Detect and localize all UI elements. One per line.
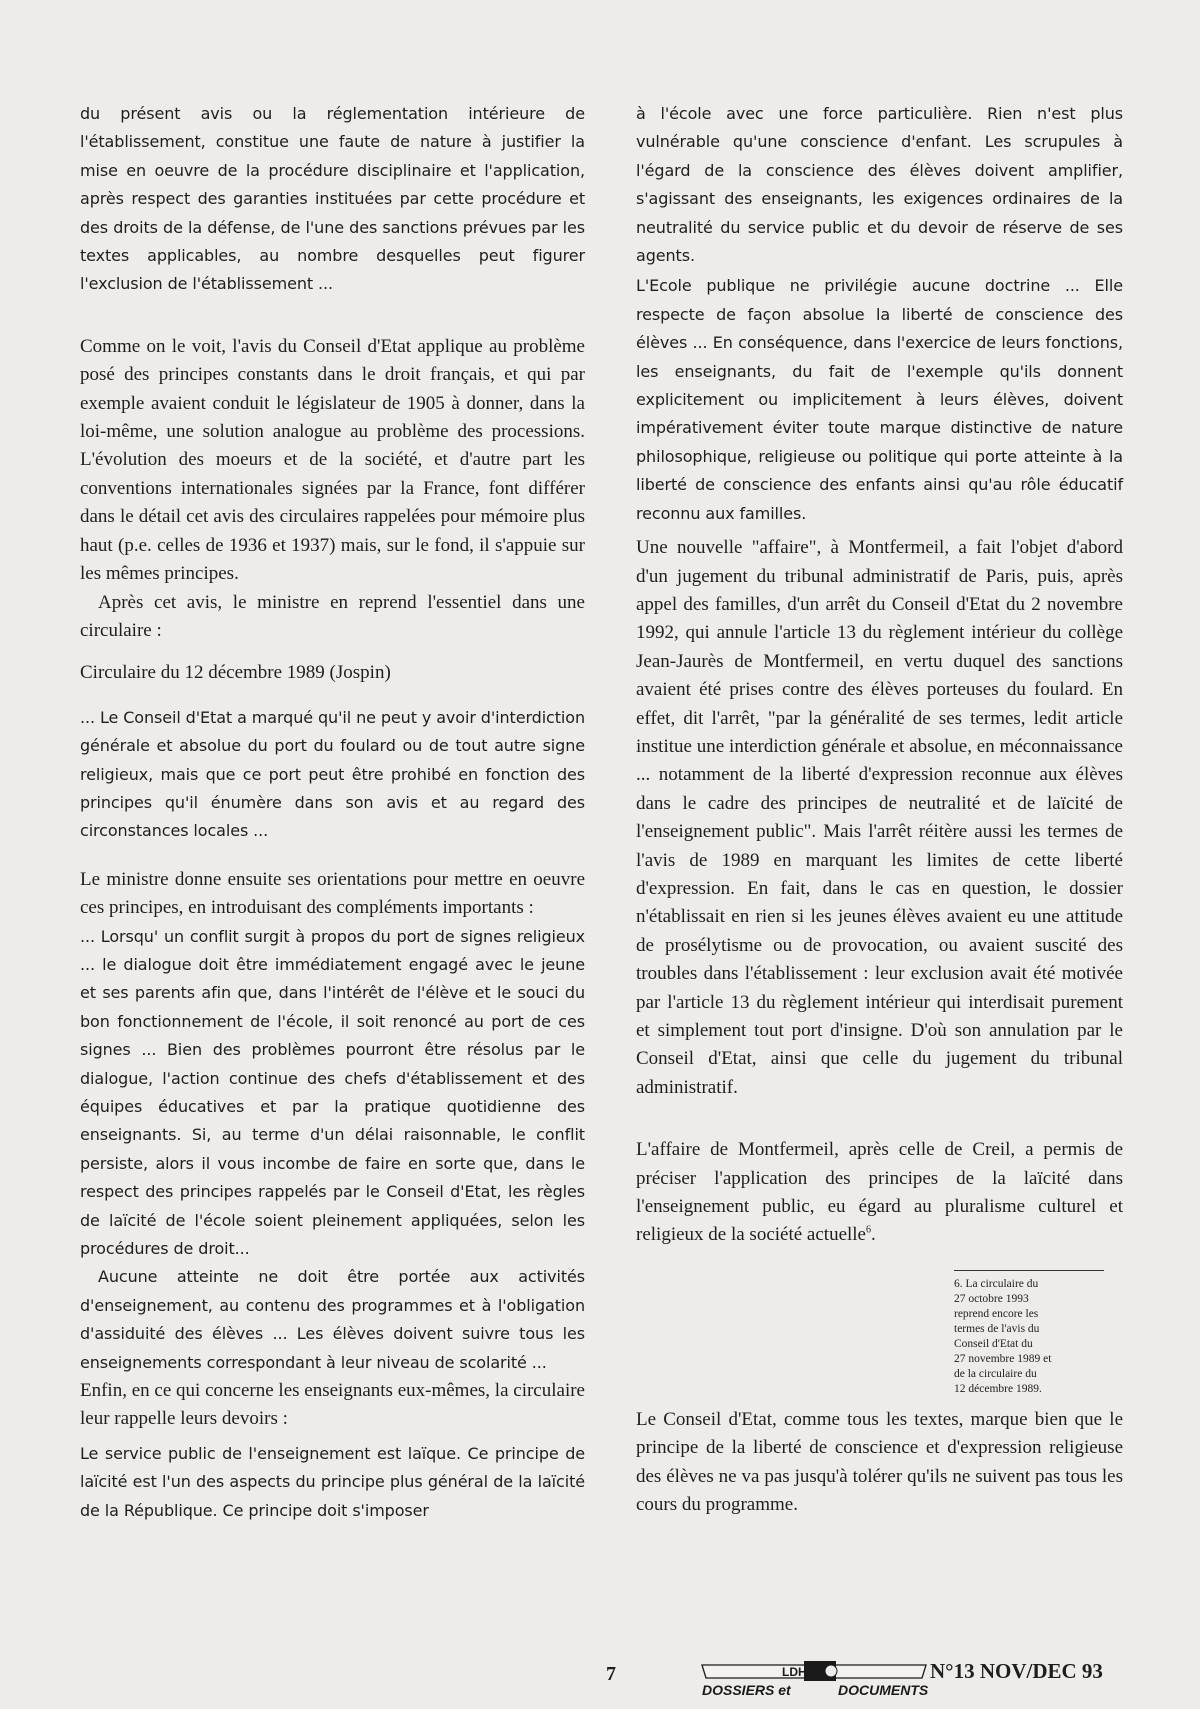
page-footer	[0, 1655, 1200, 1705]
body-paragraph: du présent avis ou la réglementation intérieure de l'établissement, constitue une faute de nature à justifier la mise en oeuvre de la procédure disciplinaire et l'application, après respect des garanties instituées par cette procédure et des droits de la défense, de l'une des sanctions prévues par les textes applicables, au nombre desquelles peut figurer l'exclusion de l'établissement ...	[80, 104, 585, 294]
footnote	[954, 1270, 1104, 1397]
logo-documents-text: DOCUMENTS	[838, 1682, 929, 1698]
logo-ldh-text: LDH	[782, 1665, 807, 1679]
body-text: L'affaire de Montfermeil, après celle de Creil, a permis de préciser l'application des principes de la laïcité dans l'enseignement public, eu égard au pluralisme culturel et religieux de la société actuelle	[636, 1139, 1123, 1246]
paragraph-with-footnote	[636, 1136, 1123, 1250]
footnote-line: Conseil d'Etat du	[954, 1338, 1033, 1350]
body-text: .	[871, 1224, 876, 1246]
footnote-reference: 6	[866, 1225, 871, 1237]
footnote-line: de la circulaire du	[954, 1368, 1037, 1380]
quote-paragraph: ... Lorsqu' un conflit surgit à propos du port de signes religieux ... le dialogue doit être immédiatement engagé avec le jeune et ses parents afin que, dans l'intérêt de l'élève et le souci du bon fonctionnement de l'école, il soit renoncé au port de ces signes ... Bien des problèmes pourront être résolus par le dialogue, l'action continue des chefs d'établissement et des équipes éducatives et par la pratique quotidienne des enseignants. Si, au terme d'un délai raisonnable, le conflit persiste, alors il vous incombe de faire en sorte que, dans le respect des principes rappelés par le Conseil d'Etat, les règles de laïcité de l'école soient pleinement appliquées, selon les procédures de droit...	[80, 926, 585, 1259]
logo-emblem-circle	[825, 1665, 837, 1677]
body-paragraph	[636, 1136, 1123, 1250]
quote-paragraph: L'Ecole publique ne privilégie aucune doctrine ... Elle respecte de façon absolue la liberté de conscience des élèves ... En conséquence, dans l'exercice de leurs fonctions, les enseignants, du fait de l'exemple qu'ils donnent explicitement ou implicitement à leurs élèves, doivent impérativement éviter toute marque distinctive de nature philosophique, religieuse ou politique qui porte atteinte à la liberté de conscience des enfants ainsi qu'au rôle éducatif reconnu aux familles.	[636, 276, 1123, 523]
footnote-line: reprend encore les	[954, 1308, 1039, 1320]
footnote-line: 27 octobre 1993	[954, 1293, 1029, 1305]
logo-dossiers-text: DOSSIERS et	[702, 1682, 791, 1698]
section-heading: Circulaire du 12 décembre 1989 (Jospin)	[80, 662, 391, 684]
body-paragraph: Comme on le voit, l'avis du Conseil d'Etat applique au problème posé des principes constants dans le droit français, et qui par exemple avaient conduit le législateur de 1905 à donner, dans la loi-même, une solution analogue au problème des processions. L'évolution des moeurs et de la société, et d'autre part les conventions internationales signées par la France, font différer dans le détail cet avis des circulaires rappelées pour mémoire plus haut (p.e. celles de 1936 et 1937) mais, sur le fond, il s'appuie sur les mêmes principes.	[80, 335, 585, 585]
quote-paragraph: ... Le Conseil d'Etat a marqué qu'il ne peut y avoir d'interdiction générale et absolue du port du foulard ou de tout autre signe religieux, mais que ce port peut être prohibé en fonction des principes qu'il énumère dans son avis et au regard des circonstances locales ...	[80, 707, 585, 841]
quote-paragraph: Le service public de l'enseignement est laïque. Ce principe de laïcité est l'un des aspects du principe plus général de la laïcité de la République. Ce principe doit s'imposer	[80, 1443, 585, 1520]
quote-paragraph: Aucune atteinte ne doit être portée aux activités d'enseignement, au contenu des programmes et à l'obligation d'assiduité des élèves ... Les élèves doivent suivre tous les enseignements correspondant à leur niveau de scolarité ...	[80, 1267, 585, 1372]
footnote-line: 6. La circulaire du	[954, 1278, 1039, 1290]
left-column	[80, 100, 585, 1525]
page-number: 7	[606, 1663, 616, 1685]
body-paragraph: Une nouvelle "affaire", à Montfermeil, a fait l'objet d'abord d'un jugement du tribunal administratif de Paris, puis, après appel des familles, d'un arrêt du Conseil d'Etat du 2 novembre 1992, qui annule l'article 13 du règlement intérieur du collège Jean-Jaurès de Montfermeil, en vertu duquel des sanctions avaient été prises contre des élèves porteuses du foulard. En effet, dit l'arrêt, "par la généralité de ses termes, ledit article institue une interdiction générale et absolue, en méconnaissance ... notamment de la liberté d'expression reconnue aux élèves dans le cadre des principes de neutralité et de laïcité de l'enseignement public". Mais l'arrêt réitère aussi les termes de l'avis de 1989 en marquant les limites de cette liberté d'expression. En fait, dans le cas en question, le dossier n'établissait en rien si les jeunes élèves avaient eu une attitude de prosélytisme ou de provocation, ou avaient suscité des troubles dans l'établissement : leur exclusion avait été motivée par l'article 13 du règlement intérieur qui interdisait purement et simplement tout port d'insigne. D'où son annulation par le Conseil d'Etat, ainsi que celle du jugement du tribunal administratif.	[636, 537, 1123, 1098]
footnote-line: 27 novembre 1989 et	[954, 1353, 1052, 1365]
body-paragraph: Après cet avis, le ministre en reprend l'essentiel dans une circulaire :	[80, 591, 585, 641]
body-paragraph: Enfin, en ce qui concerne les enseignants eux-mêmes, la circulaire leur rappelle leurs devoirs :	[80, 1380, 585, 1430]
issue-label: N°13 NOV/DEC 93	[930, 1659, 1103, 1683]
footnote-line: termes de l'avis du	[954, 1323, 1040, 1335]
footnote-line: 12 décembre 1989.	[954, 1383, 1042, 1395]
body-paragraph: Le ministre donne ensuite ses orientations pour mettre en oeuvre ces principes, en introduisant des compléments importants :	[80, 868, 585, 919]
body-paragraph: Le Conseil d'Etat, comme tous les textes, marque bien que le principe de la liberté de conscience et d'expression religieuse des élèves ne va pas jusqu'à tolérer qu'ils ne suivent pas tous les cours du programme.	[636, 1408, 1123, 1516]
quote-paragraph: à l'école avec une force particulière. Rien n'est plus vulnérable qu'une conscience d'enfant. Les scrupules à l'égard de la conscience des élèves doivent amplifier, s'agissant des enseignants, les exigences ordinaires de la neutralité du service public et du devoir de réserve de ses agents.	[636, 104, 1123, 266]
ldh-logo	[700, 1657, 932, 1699]
